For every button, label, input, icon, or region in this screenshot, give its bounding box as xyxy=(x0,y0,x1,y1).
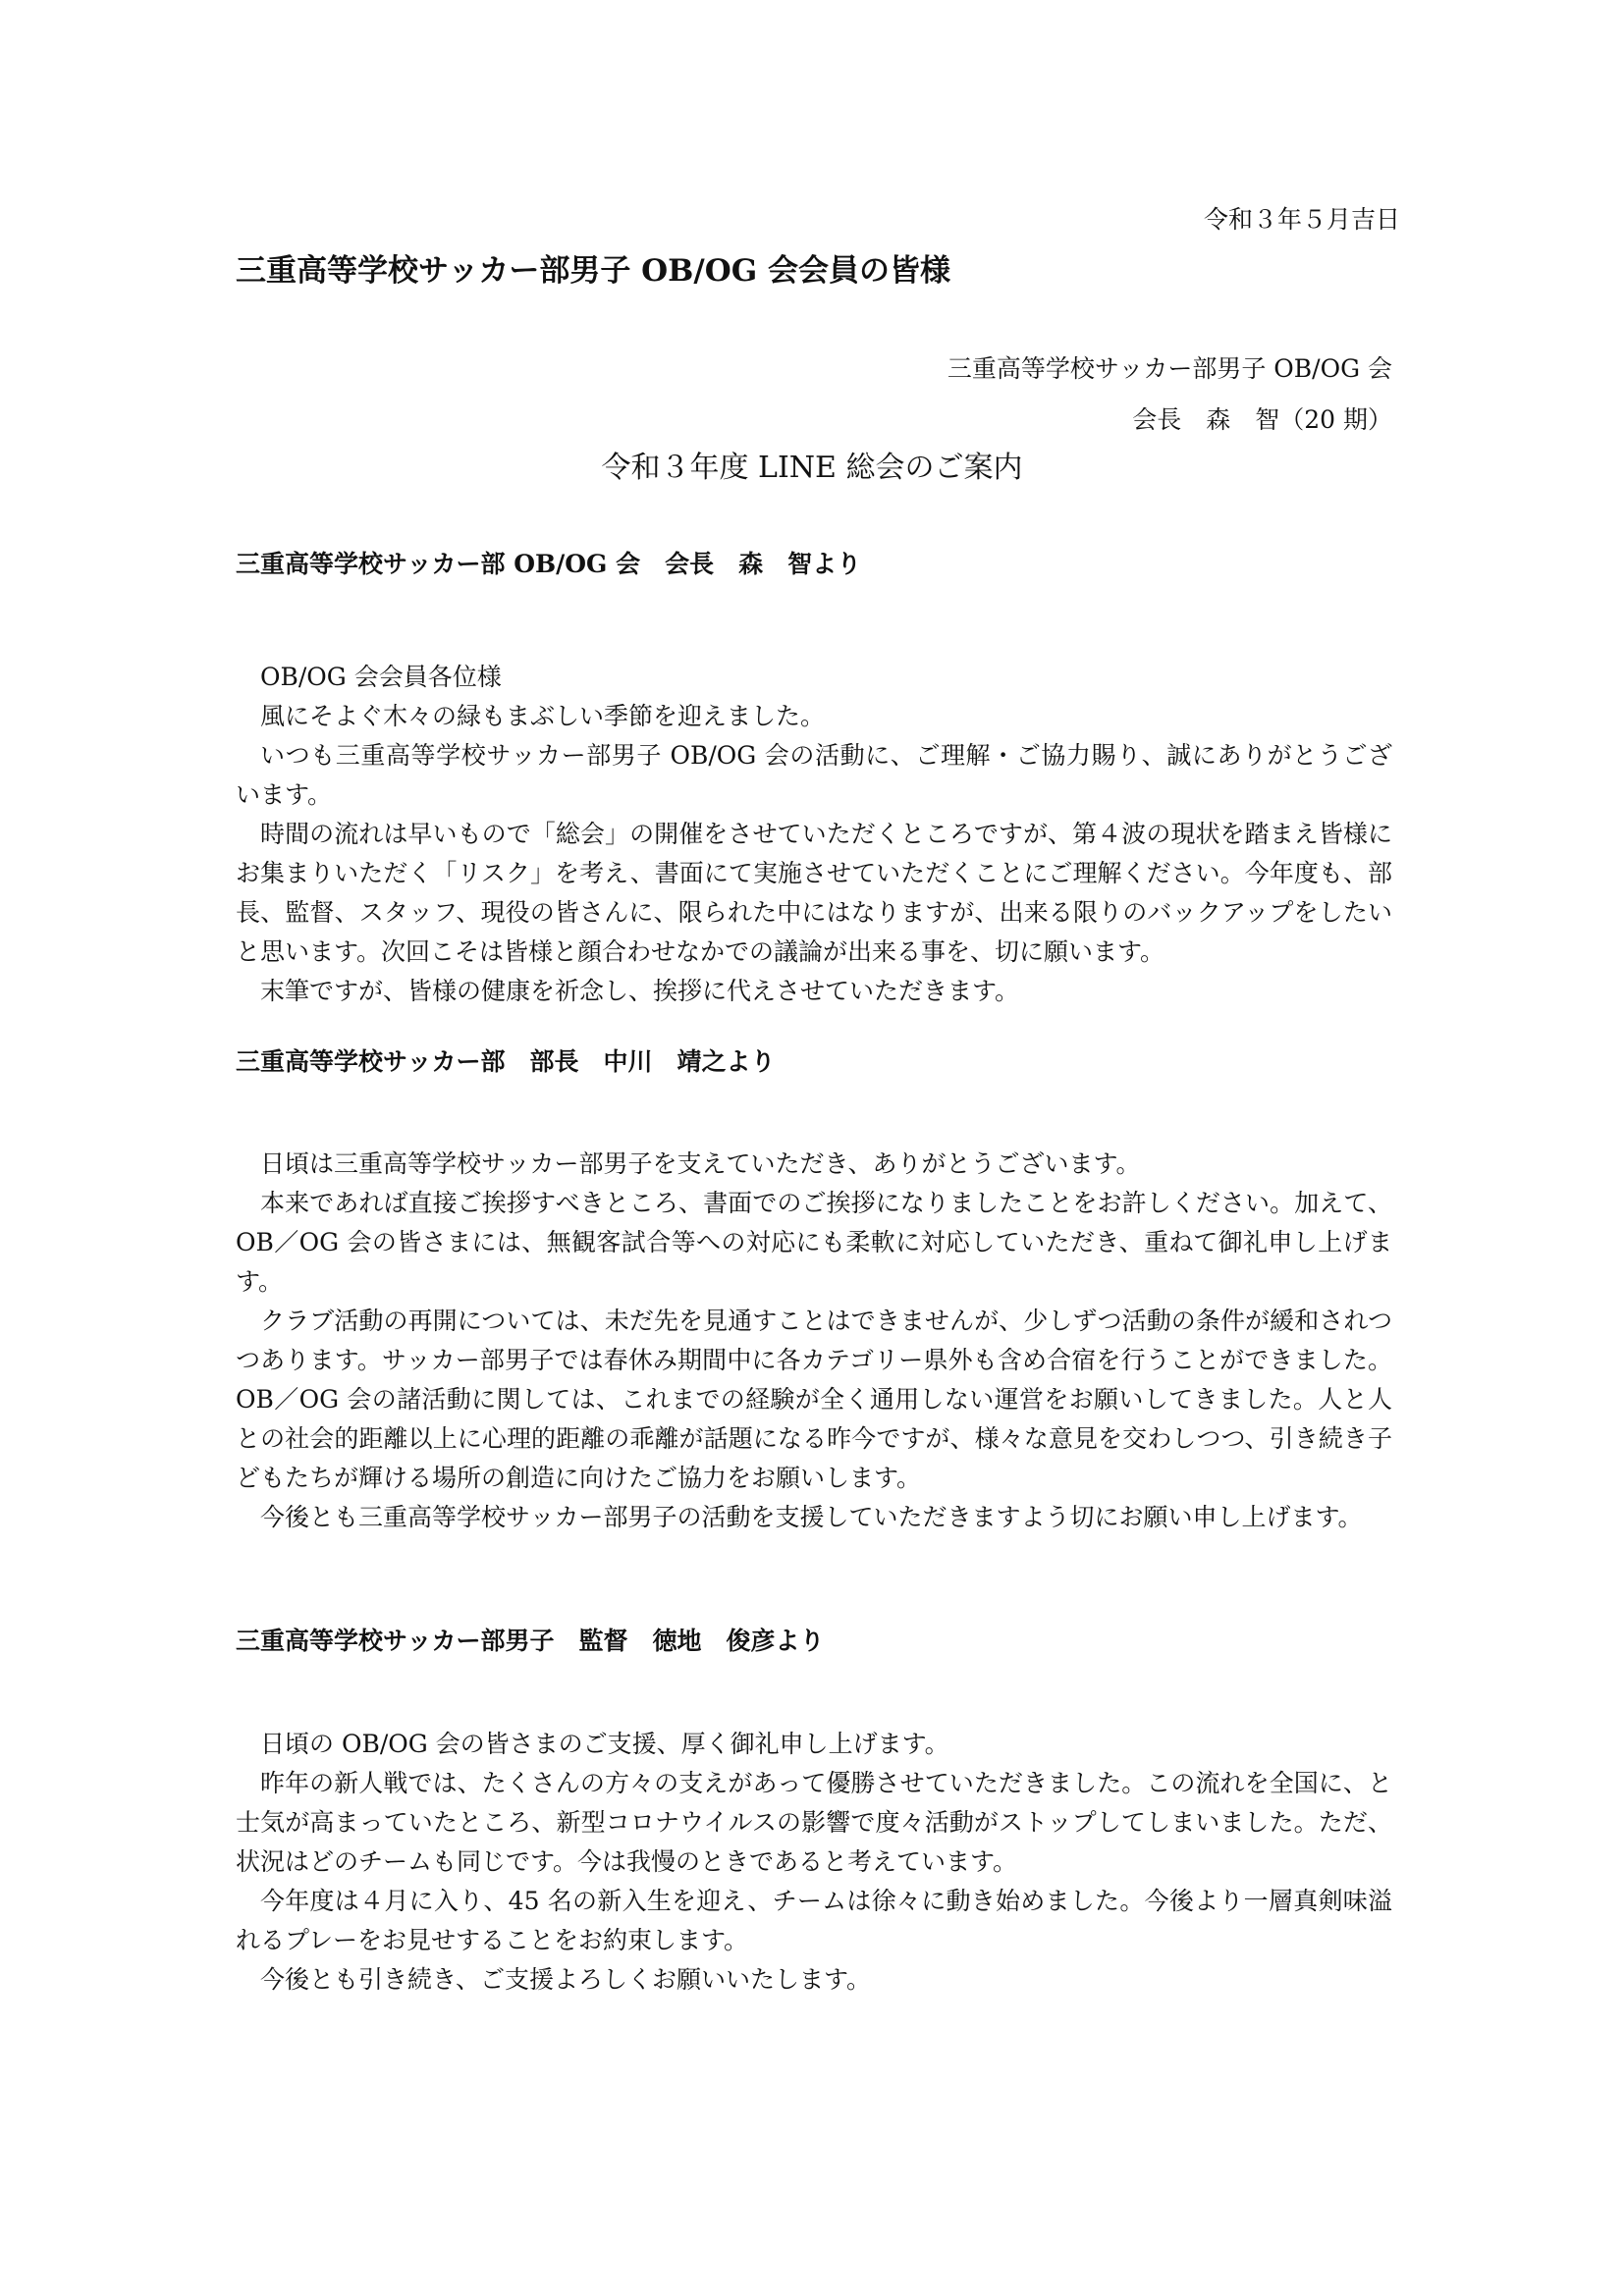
paragraph: 日頃の OB/OG 会の皆さまのご支援、厚く御礼申し上げます。 xyxy=(260,1730,949,1758)
section-body xyxy=(236,658,1392,1011)
section-body xyxy=(236,1145,1392,1537)
paragraph: 今後とも三重高等学校サッカー部男子の活動を支援していただきますよう切にお願い申し上げます。 xyxy=(260,1503,1363,1531)
paragraph: 時間の流れは早いもので「総会」の開催をさせていただくところですが、第４波の現状を踏まえ皆様にお集まりいただく「リスク」を考え、書面にて実施させていただくことにご理解ください。今年度も、部長、監督、スタッフ、現役の皆さんに、限られた中にはなりますが、出来る限りのバックアップをしたいと思います。次回こそは皆様と顔合わせなかでの議論が出来る事を、切に願います。 xyxy=(236,820,1392,966)
sender-block xyxy=(947,344,1392,446)
paragraph: 末筆ですが、皆様の健康を祈念し、挨拶に代えさせていただきます。 xyxy=(260,977,1020,1005)
section-coach-message xyxy=(236,1622,1392,2000)
section-heading: 三重高等学校サッカー部 OB/OG 会 会長 森 智より xyxy=(236,550,862,578)
document-date: 令和３年５月吉日 xyxy=(1203,205,1400,234)
section-club-director-message xyxy=(236,1042,1392,1537)
section-body xyxy=(236,1725,1392,2000)
document-title: 令和３年度 LINE 総会のご案内 xyxy=(601,451,1023,485)
paragraph: 今年度は４月に入り、45 名の新入生を迎え、チームは徐々に動き始めました。今後より一層真剣味溢れるプレーをお見せすることをお約束します。 xyxy=(236,1887,1392,1954)
paragraph: 昨年の新人戦では、たくさんの方々の支えがあって優勝させていただきました。この流れを全国に、と士気が高まっていたところ、新型コロナウイルスの影響で度々活動がストップしてしまいました。ただ、状況はどのチームも同じです。今は我慢のときであると考えています。 xyxy=(236,1769,1392,1876)
section-heading: 三重高等学校サッカー部男子 監督 徳地 俊彦より xyxy=(236,1627,825,1655)
sender-organization: 三重高等学校サッカー部男子 OB/OG 会 xyxy=(947,354,1392,383)
paragraph: クラブ活動の再開については、未だ先を見通すことはできませんが、少しずつ活動の条件が緩和されつつあります。サッカー部男子では春休み期間中に各カテゴリー県外も含め合宿を行うことができました。OB／OG 会の諸活動に関しては、これまでの経験が全く通用しない運営をお願いしてきました。人と人との社会的距離以上に心理的距離の乖離が話題になる昨今ですが、様々な意見を交わしつつ、引き続き子どもたちが輝ける場所の創造に向けたご協力をお願いします。 xyxy=(236,1307,1392,1492)
paragraph: OB/OG 会会員各位様 xyxy=(260,663,502,691)
section-heading: 三重高等学校サッカー部 部長 中川 靖之より xyxy=(236,1047,776,1076)
sender-person: 会長 森 智（20 期） xyxy=(1132,405,1392,434)
addressee: 三重高等学校サッカー部男子 OB/OG 会会員の皆様 xyxy=(236,253,950,289)
paragraph: 風にそよぐ木々の緑もまぶしい季節を迎えました。 xyxy=(260,702,826,730)
paragraph: 本来であれば直接ご挨拶すべきところ、書面でのご挨拶になりましたことをお許しください。加えて、OB／OG 会の皆さまには、無観客試合等への対応にも柔軟に対応していただき、重ねて御礼申し上げます。 xyxy=(236,1189,1392,1296)
paragraph: いつも三重高等学校サッカー部男子 OB/OG 会の活動に、ご理解・ご協力賜り、誠にありがとうございます。 xyxy=(236,741,1392,809)
paragraph: 日頃は三重高等学校サッカー部男子を支えていただき、ありがとうございます。 xyxy=(260,1149,1141,1178)
paragraph: 今後とも引き続き、ご支援よろしくお願いいたします。 xyxy=(260,1965,872,1994)
section-chairman-message xyxy=(236,545,1392,1011)
